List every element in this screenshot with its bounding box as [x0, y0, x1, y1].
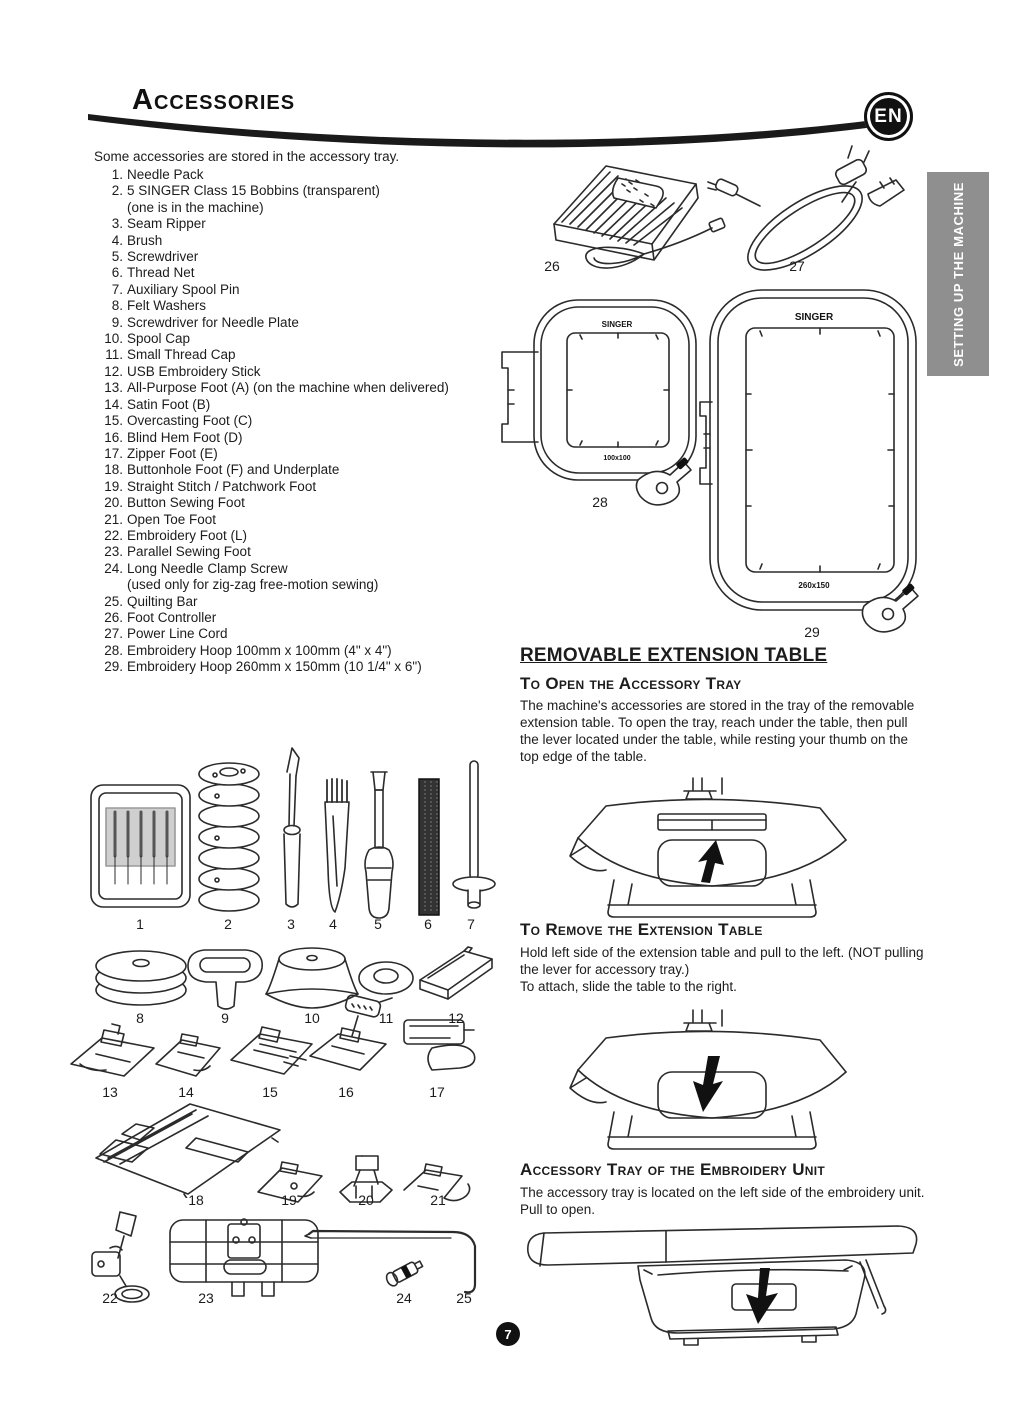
accessory-list-item: [94, 413, 514, 429]
accessory-item-text: Long Needle Clamp Screw (used only for zig-zag free-motion sewing): [127, 560, 379, 593]
item-label-8: 8: [136, 1010, 144, 1026]
accessory-item-text: Screwdriver: [127, 249, 199, 265]
blind-hem-foot-figure: [302, 994, 394, 1082]
accessory-item-number: 6.: [111, 265, 123, 281]
item-label-13: 13: [102, 1084, 118, 1100]
accessory-item-number: 1.: [111, 167, 123, 182]
power-cord-label: 27: [789, 258, 805, 274]
accessory-item-number: 15.: [104, 413, 123, 429]
accessory-item-number: 20.: [104, 495, 123, 511]
accessory-item-number: 16.: [104, 429, 123, 445]
embroidery-foot-figure: [86, 1208, 166, 1304]
accessory-item-text: Zipper Foot (E): [127, 445, 218, 461]
spool-pin-figure: [446, 756, 498, 922]
item-label-20: 20: [358, 1192, 374, 1208]
accessory-item-text: Embroidery Hoop 100mm x 100mm (4" x 4"): [127, 642, 392, 658]
accessory-list-item: [94, 216, 514, 232]
accessory-item-text: Small Thread Cap: [127, 347, 236, 363]
bobbins-figure: [193, 748, 265, 916]
item-label-10: 10: [304, 1010, 320, 1026]
accessory-list-item: [94, 347, 514, 363]
accessory-item-number: 18.: [104, 462, 123, 478]
accessory-list: [94, 167, 514, 676]
accessory-item-text: Seam Ripper: [127, 216, 206, 232]
accessory-item-number: 25.: [104, 593, 123, 609]
accessory-item-text: Parallel Sewing Foot: [127, 544, 251, 560]
accessory-list-item: [94, 462, 514, 478]
accessory-item-number: 24.: [104, 560, 123, 576]
accessory-item-text: Straight Stitch / Patchwork Foot: [127, 478, 317, 494]
accessory-list-item: [94, 594, 514, 610]
usb-stick-figure: [414, 942, 498, 1006]
accessory-item-text: Overcasting Foot (C): [127, 413, 253, 429]
accessory-item-text: Felt Washers: [127, 298, 207, 314]
embroidery-unit-figure: [516, 1222, 931, 1352]
accessory-item-number: 2.: [111, 183, 123, 199]
brush-figure: [315, 776, 355, 916]
all-purpose-foot-figure: [66, 1020, 158, 1082]
body-remove-extension-table: Hold left side of the extension table and pull to the left. (NOT pulling the lever for accessory tray.) To attach, slide the table to the right.: [520, 945, 924, 994]
accessory-item-number: 3.: [111, 216, 123, 232]
accessory-list-item: [94, 479, 514, 495]
accessory-item-text: Needle Pack: [127, 167, 204, 182]
accessory-item-number: 11.: [105, 347, 123, 363]
machine-open-tray-figure: [562, 776, 867, 924]
machine-remove-table-figure: [562, 1008, 867, 1158]
item-label-5: 5: [374, 916, 382, 932]
hoop-small-size-text: 100x100: [603, 455, 631, 462]
item-label-2: 2: [224, 916, 232, 932]
accessory-item-number: 29.: [104, 659, 123, 675]
sidebar-chapter-tab: [927, 172, 989, 376]
item-label-25: 25: [456, 1290, 472, 1306]
item-label-19: 19: [281, 1192, 297, 1208]
item-label-12: 12: [448, 1010, 464, 1026]
accessory-item-text: Button Sewing Foot: [127, 495, 245, 511]
accessory-list-item: [94, 643, 514, 659]
item-label-1: 1: [136, 916, 144, 932]
accessory-item-number: 9.: [111, 314, 123, 330]
accessory-item-number: 28.: [104, 642, 123, 658]
arrow-up-icon: [698, 840, 724, 883]
foot-controller-label: 26: [544, 258, 560, 274]
language-badge-label: EN: [874, 105, 903, 127]
accessory-item-text: USB Embroidery Stick: [127, 363, 261, 379]
sidebar-chapter-label: SETTING UP THE MACHINE: [950, 181, 966, 367]
accessory-item-number: 19.: [104, 478, 123, 494]
heading-remove-extension-table: To Remove the Extension Table: [520, 920, 763, 939]
accessory-item-text: 5 SINGER Class 15 Bobbins (transparent) (one is in the machine): [127, 183, 380, 215]
accessory-item-text: Auxiliary Spool Pin: [127, 281, 240, 297]
hoop-large-brand-text: SINGER: [794, 312, 834, 323]
item-label-21: 21: [430, 1192, 446, 1208]
item-label-18: 18: [188, 1192, 204, 1208]
accessory-list-item: [94, 397, 514, 413]
accessory-item-text: Thread Net: [127, 265, 195, 281]
thread-net-figure: [416, 776, 442, 918]
item-label-23: 23: [198, 1290, 214, 1306]
item-label-24: 24: [396, 1290, 412, 1306]
accessory-item-text: All-Purpose Foot (A) (on the machine when delivered): [127, 380, 449, 396]
item-label-3: 3: [287, 916, 295, 932]
accessory-item-text: Power Line Cord: [127, 626, 228, 642]
accessory-item-number: 12.: [104, 363, 123, 379]
accessory-list-item: [94, 265, 514, 281]
item-label-15: 15: [262, 1084, 278, 1100]
embroidery-hoop-large-figure: [696, 284, 936, 636]
felt-washers-figure: [92, 946, 190, 1008]
item-label-9: 9: [221, 1010, 229, 1026]
accessory-list-item: [94, 282, 514, 298]
accessory-list-item: [94, 233, 514, 249]
accessory-list-item: [94, 167, 514, 183]
accessory-list-item: [94, 561, 514, 594]
item-label-22: 22: [102, 1290, 118, 1306]
accessory-item-text: Screwdriver for Needle Plate: [127, 314, 299, 330]
accessory-item-number: 13.: [104, 380, 123, 396]
accessory-list-item: [94, 610, 514, 626]
accessory-list-item: [94, 430, 514, 446]
accessory-item-text: Brush: [127, 232, 163, 248]
parallel-sewing-foot-figure: [166, 1212, 324, 1300]
accessory-list-item: [94, 183, 514, 216]
accessory-list-item: [94, 626, 514, 642]
zipper-foot-figure: [396, 1014, 480, 1082]
language-badge: [864, 92, 913, 141]
accessory-item-number: 8.: [111, 298, 123, 314]
page-number-badge: [496, 1322, 520, 1346]
accessory-item-text: Open Toe Foot: [127, 511, 217, 527]
item-label-7: 7: [467, 916, 475, 932]
accessory-item-number: 4.: [111, 232, 123, 248]
accessory-item-number: 5.: [111, 249, 123, 265]
accessory-list-item: [94, 315, 514, 331]
accessory-item-text: Embroidery Hoop 260mm x 150mm (10 1/4" x 6"): [127, 659, 422, 675]
accessory-list-item: [94, 544, 514, 560]
hoop-large-size-text: 260x150: [798, 581, 830, 590]
accessory-list-item: [94, 528, 514, 544]
accessory-item-number: 21.: [104, 511, 123, 527]
accessory-list-item: [94, 446, 514, 462]
section-title-removable-extension-table: REMOVABLE EXTENSION TABLE: [520, 645, 828, 666]
item-label-14: 14: [178, 1084, 194, 1100]
accessory-item-text: Satin Foot (B): [127, 396, 211, 412]
page-number: 7: [504, 1326, 512, 1342]
accessory-item-number: 22.: [104, 527, 123, 543]
accessory-item-text: Quilting Bar: [127, 593, 198, 609]
body-embroidery-unit-tray: The accessory tray is located on the left side of the embroidery unit. Pull to open.: [520, 1185, 925, 1217]
hoop-small-label: 28: [592, 494, 608, 510]
power-cord-figure: [700, 142, 915, 277]
accessory-item-number: 7.: [111, 281, 123, 297]
arrow-down-icon: [693, 1056, 723, 1112]
seam-ripper-figure: [276, 744, 310, 912]
item-label-4: 4: [329, 916, 337, 932]
accessory-item-number: 23.: [104, 544, 123, 560]
embroidery-hoop-small-figure: [490, 294, 708, 506]
screwdriver-figure: [357, 768, 401, 920]
accessory-list-item: [94, 659, 514, 675]
accessory-item-number: 14.: [104, 396, 123, 412]
quilting-bar-figure: [303, 1222, 505, 1300]
accessory-list-item: [94, 249, 514, 265]
item-label-16: 16: [338, 1084, 354, 1100]
heading-open-accessory-tray: To Open the Accessory Tray: [520, 674, 742, 693]
accessory-item-text: Blind Hem Foot (D): [127, 429, 243, 445]
accessory-item-number: 10.: [104, 331, 123, 347]
satin-foot-figure: [152, 1026, 224, 1082]
hoop-large-label: 29: [804, 624, 820, 640]
accessory-item-number: 27.: [104, 626, 123, 642]
item-label-11: 11: [378, 1010, 394, 1026]
accessory-item-number: 26.: [104, 609, 123, 625]
item-label-17: 17: [429, 1084, 445, 1100]
item-label-6: 6: [424, 916, 432, 932]
heading-embroidery-unit-tray: Accessory Tray of the Embroidery Unit: [520, 1160, 826, 1179]
accessory-item-text: Spool Cap: [127, 331, 191, 347]
accessory-item-text: Embroidery Foot (L): [127, 527, 248, 543]
accessory-list-item: [94, 512, 514, 528]
arrow-down-icon: [746, 1268, 778, 1324]
accessory-list-item: [94, 495, 514, 511]
accessory-item-text: Foot Controller: [127, 609, 217, 625]
accessory-item-number: 17.: [104, 445, 123, 461]
accessory-item-text: Buttonhole Foot (F) and Underplate: [127, 462, 340, 478]
accessory-list-item: [94, 380, 514, 396]
hoop-small-brand-text: SINGER: [601, 320, 633, 329]
accessory-list-item: [94, 298, 514, 314]
needle-plate-screwdriver-figure: [184, 946, 266, 1012]
needle-pack-figure: [88, 782, 193, 910]
accessory-list-item: [94, 331, 514, 347]
accessory-list-item: [94, 364, 514, 380]
body-open-accessory-tray: The machine's accessories are stored in the tray of the removable extension table. To open the tray, reach under the table, then pull the lever located under the table, while resting your thumb on the top edge of the table.: [520, 698, 915, 764]
intro-text: Some accessories are stored in the accessory tray.: [94, 149, 400, 164]
page-title: Accessories: [132, 84, 296, 116]
